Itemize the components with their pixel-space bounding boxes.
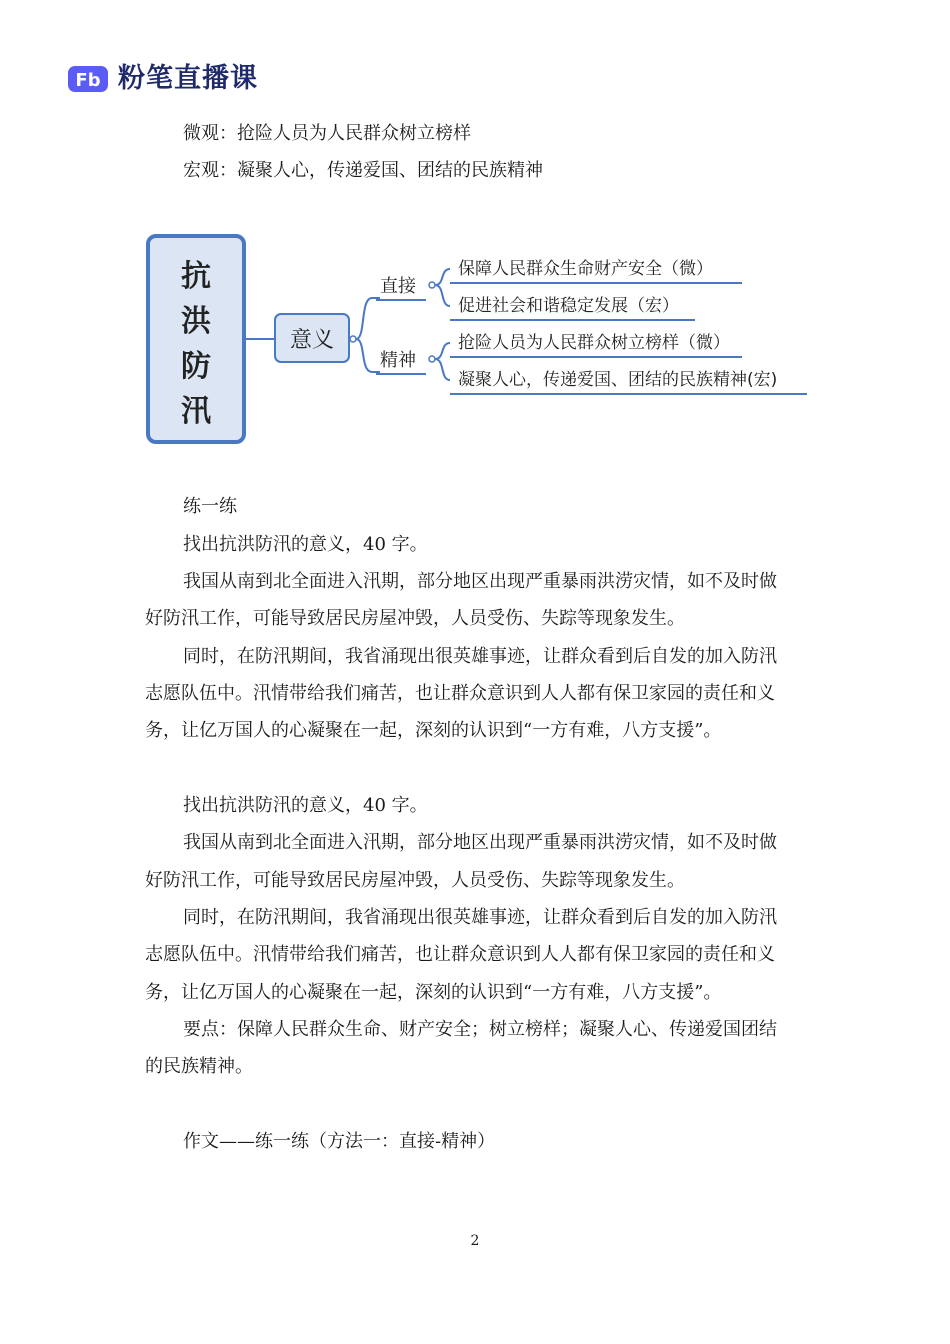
mindmap-connector [435, 269, 450, 285]
practice-prompt: 找出抗洪防汛的意义，40 字。 [183, 795, 428, 816]
mindmap-collapse-dot [429, 282, 435, 288]
practice-heading: 练一练 [183, 496, 237, 517]
practice-prompt: 找出抗洪防汛的意义，40 字。 [183, 534, 428, 555]
paragraph-line: 同时，在防汛期间，我省涌现出很英雄事迹，让群众看到后自发的加入防汛 [183, 907, 777, 928]
mindmap-leaf: 保障人民群众生命财产安全（微） [458, 259, 713, 279]
paragraph-line: 好防汛工作，可能导致居民房屋冲毁，人员受伤、失踪等现象发生。 [145, 608, 685, 629]
mindmap-root-char: 洪 [181, 304, 211, 339]
mindmap-leaf: 促进社会和谐稳定发展（宏） [458, 296, 679, 316]
fb-logo-icon [68, 64, 108, 94]
mindmap-branch-label: 直接 [380, 276, 416, 297]
intro-macro: 宏观：凝聚人心，传递爱国、团结的民族精神 [183, 160, 543, 181]
logo-mark-text: Fb [75, 70, 101, 91]
mindmap-leaf: 凝聚人心，传递爱国、团结的民族精神(宏) [458, 370, 778, 390]
mindmap-connector [356, 298, 380, 339]
paragraph-line: 务，让亿万国人的心凝聚在一起，深刻的认识到“一方有难，八方支援”。 [145, 982, 722, 1003]
paragraph-line: 我国从南到北全面进入汛期，部分地区出现严重暴雨洪涝灾情，如不及时做 [183, 832, 777, 853]
key-points-line: 的民族精神。 [145, 1056, 253, 1077]
mindmap-leaf: 抢险人员为人民群众树立榜样（微） [458, 333, 730, 353]
mindmap-branch-label: 精神 [380, 350, 416, 371]
paragraph-line: 志愿队伍中。汛情带给我们痛苦，也让群众意识到人人都有保卫家园的责任和义 [145, 944, 775, 965]
mindmap-root-char: 防 [181, 349, 211, 384]
mindmap-middle-label: 意义 [289, 328, 335, 353]
mindmap-root-char: 抗 [181, 259, 211, 294]
paragraph-line: 志愿队伍中。汛情带给我们痛苦，也让群众意识到人人都有保卫家园的责任和义 [145, 683, 775, 704]
brand-name: 粉笔直播课 [118, 63, 258, 94]
essay-heading: 作文——练一练（方法一：直接-精神） [183, 1131, 496, 1152]
brand-logo [68, 62, 258, 96]
paragraph-line: 我国从南到北全面进入汛期，部分地区出现严重暴雨洪涝灾情，如不及时做 [183, 571, 777, 592]
paragraph-line: 好防汛工作，可能导致居民房屋冲毁，人员受伤、失踪等现象发生。 [145, 870, 685, 891]
paragraph-line: 同时，在防汛期间，我省涌现出很英雄事迹，让群众看到后自发的加入防汛 [183, 646, 777, 667]
mindmap-collapse-dot [350, 336, 356, 342]
key-points-line: 要点：保障人民群众生命、财产安全；树立榜样；凝聚人心、传递爱国团结 [183, 1019, 777, 1040]
intro-micro: 微观：抢险人员为人民群众树立榜样 [183, 123, 471, 144]
mindmap-root-char: 汛 [181, 394, 211, 429]
mindmap-collapse-dot [429, 356, 435, 362]
mindmap-connector [435, 343, 450, 359]
paragraph-line: 务，让亿万国人的心凝聚在一起，深刻的认识到“一方有难，八方支援”。 [145, 720, 722, 741]
mindmap-connector [356, 339, 380, 372]
page-number: 2 [470, 1233, 480, 1249]
mind-map [140, 228, 812, 452]
mindmap-connector [435, 285, 450, 306]
mindmap-connector [435, 359, 450, 380]
